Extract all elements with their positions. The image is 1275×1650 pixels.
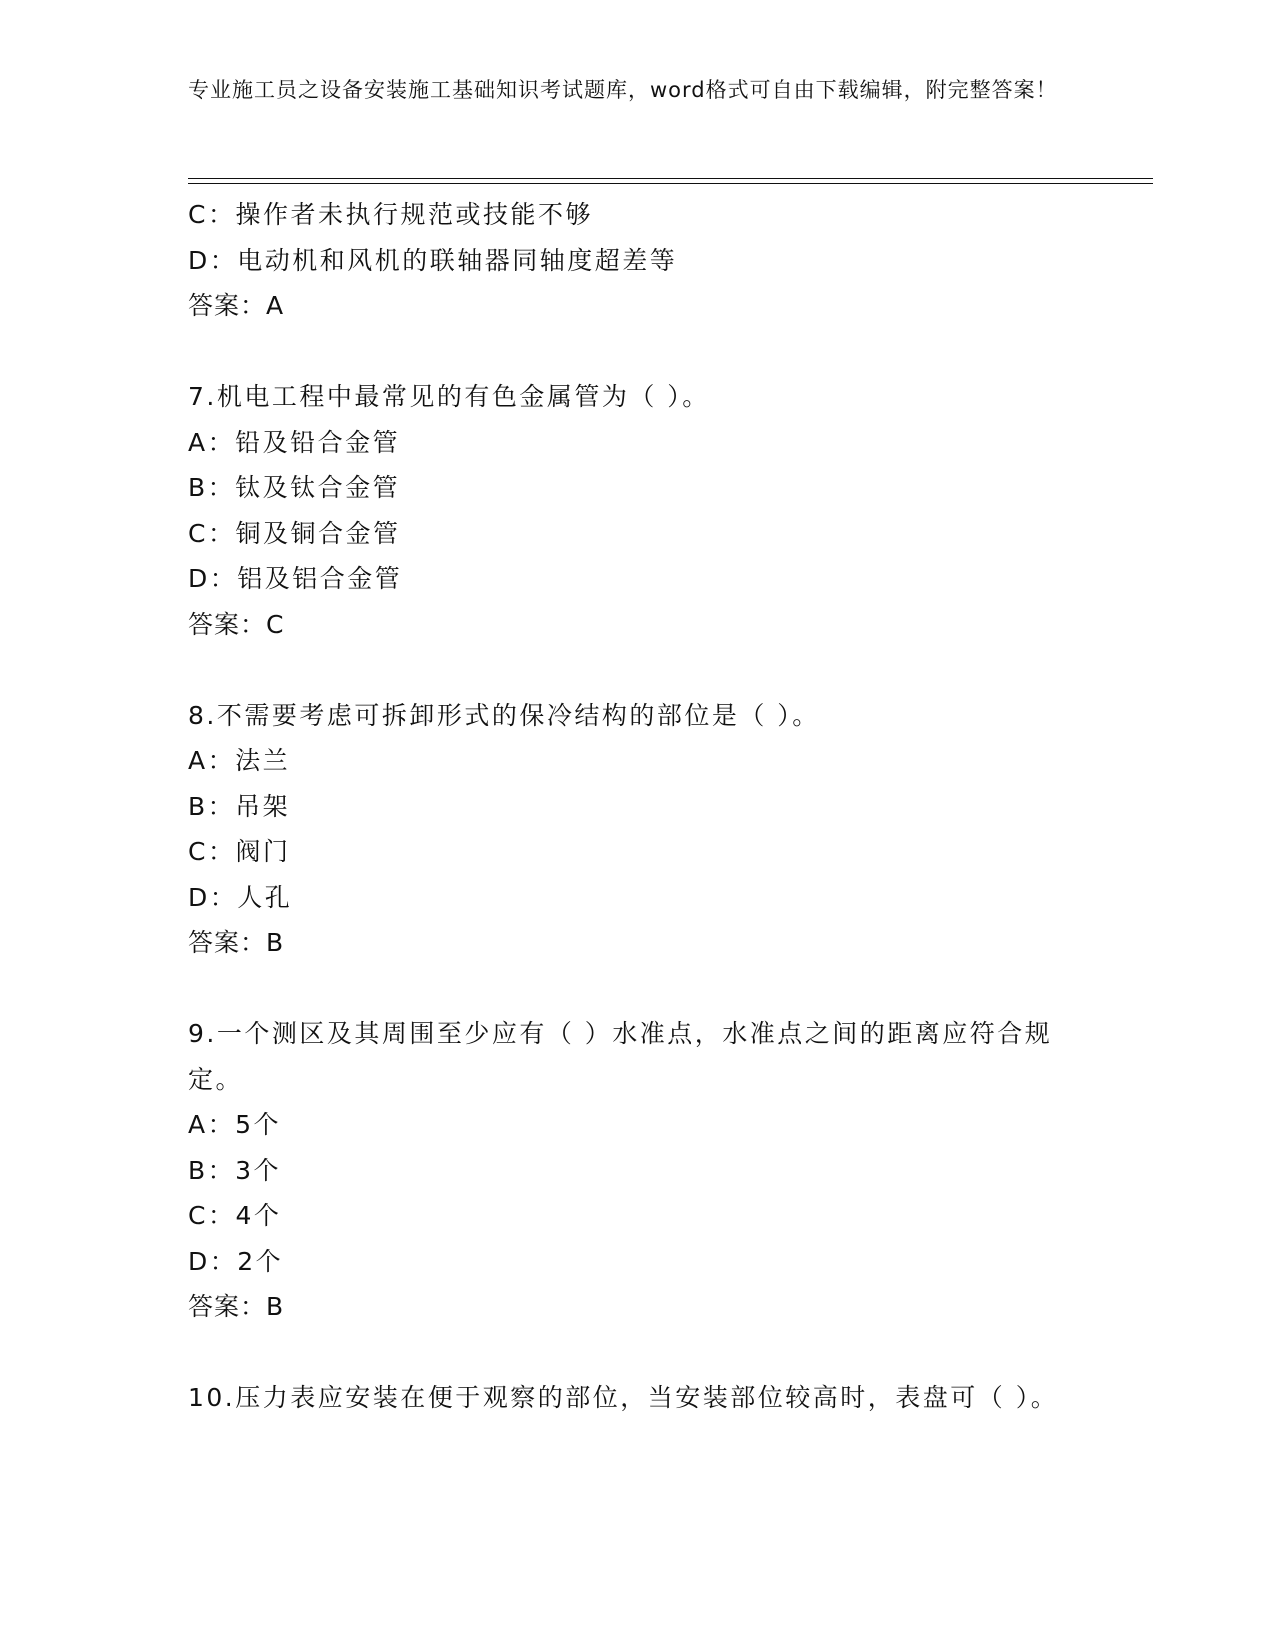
option-a: A：5个	[188, 1110, 282, 1139]
question-spacer	[188, 647, 1088, 693]
question-spacer	[188, 1330, 1088, 1376]
option-a: A：法兰	[188, 746, 291, 775]
option-d: D：人孔	[188, 882, 293, 912]
answer-line: 答案：A	[188, 291, 285, 320]
option-d: D：2个	[188, 1246, 284, 1276]
answer-line: 答案：B	[188, 1292, 285, 1321]
answer-line: 答案：B	[188, 928, 285, 957]
option-c: C：阀门	[188, 837, 291, 866]
document-header: 专业施工员之设备安装施工基础知识考试题库，word格式可自由下载编辑，附完整答案！	[188, 78, 1058, 102]
option-b: B：吊架	[188, 791, 291, 821]
question-stem: 10.压力表应安装在便于观察的部位，当安装部位较高时，表盘可（ ）。	[188, 1383, 1059, 1412]
answer-line: 答案：C	[188, 609, 285, 639]
option-c: C：操作者未执行规范或技能不够	[188, 200, 593, 229]
question-stem: 8.不需要考虑可拆卸形式的保冷结构的部位是（ ）。	[188, 700, 820, 730]
header-divider-bottom	[188, 183, 1153, 184]
question-spacer	[188, 329, 1088, 375]
option-c: C：铜及铜合金管	[188, 518, 401, 548]
question-stem: 7.机电工程中最常见的有色金属管为（ ）。	[188, 382, 710, 411]
question-stem: 9.一个测区及其周围至少应有（ ）水准点，水准点之间的距离应符合规定。	[188, 1019, 1053, 1094]
option-a: A：铅及铅合金管	[188, 427, 401, 457]
question-spacer	[188, 966, 1088, 1012]
option-b: B：钛及钛合金管	[188, 473, 401, 502]
question-content	[188, 192, 1088, 1421]
header-divider-top	[188, 178, 1153, 179]
option-d: D：铝及铝合金管	[188, 564, 403, 593]
option-d: D：电动机和风机的联轴器同轴度超差等	[188, 245, 678, 275]
option-b: B：3个	[188, 1155, 282, 1185]
option-c: C：4个	[188, 1201, 282, 1230]
